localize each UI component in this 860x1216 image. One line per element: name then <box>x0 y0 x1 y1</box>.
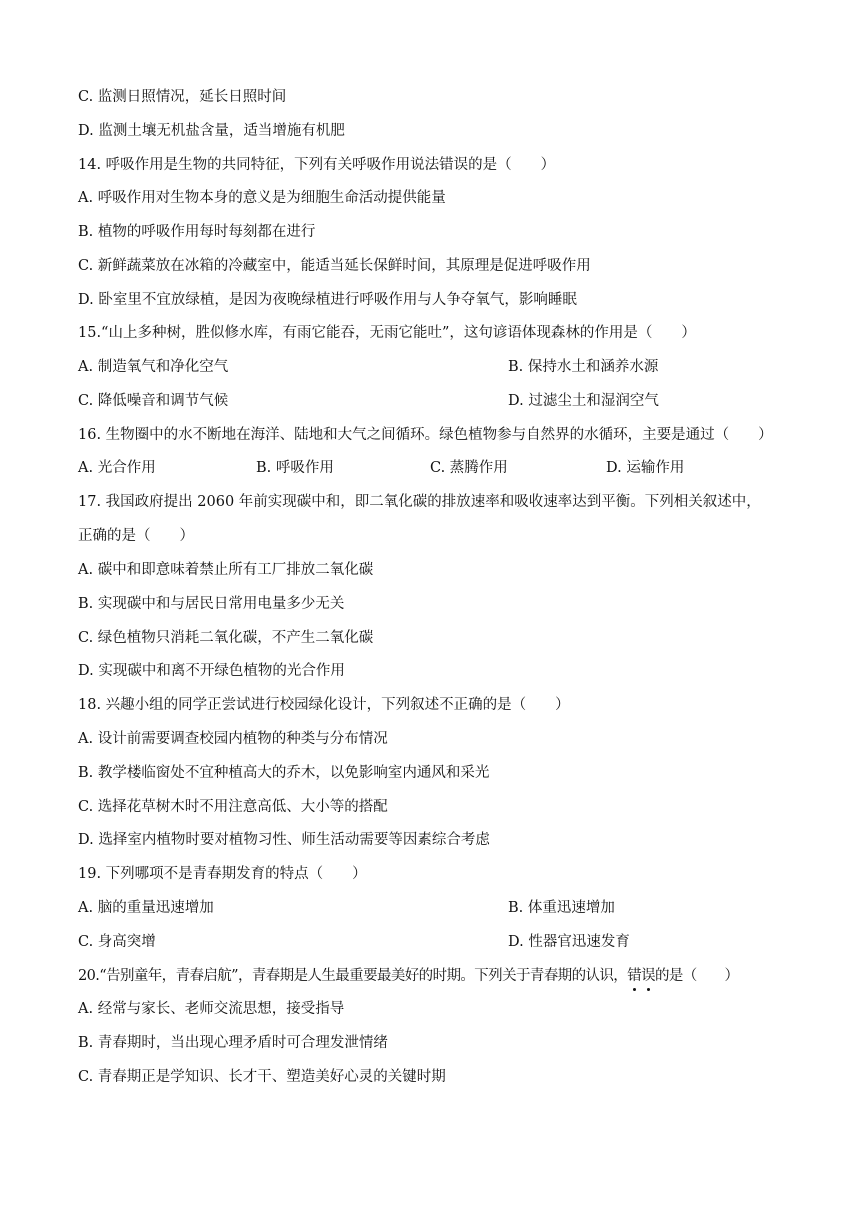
q19-options-row2 <box>78 932 778 952</box>
q15-stem: 15.“山上多种树，胜似修水库，有雨它能吞，无雨它能吐”，这句谚语体现森林的作用是（ ） <box>78 325 696 341</box>
q18-stem: 18. 兴趣小组的同学正尝试进行校园绿化设计，下列叙述不正确的是（ ） <box>78 697 570 713</box>
q17-option-d: D. 实现碳中和离不开绿色植物的光合作用 <box>78 663 345 679</box>
q14-option-a: A. 呼吸作用对生物本身的意义是为细胞生命活动提供能量 <box>78 190 446 206</box>
q17-stem-line2: 正确的是（ ） <box>78 528 194 544</box>
q13-option-c: C. 监测日照情况，延长日照时间 <box>78 89 287 105</box>
q20-emphasis-char-2: 误 <box>641 968 655 984</box>
q16-options-row <box>78 458 778 478</box>
q17-option-c: C. 绿色植物只消耗二氧化碳，不产生二氧化碳 <box>78 630 374 646</box>
q18-option-b: B. 教学楼临窗处不宜种植高大的乔木，以免影响室内通风和采光 <box>78 765 490 781</box>
q15-options-row1 <box>78 357 778 377</box>
q20-stem-pre: 20.“告别童年，青春启航”，青春期是人生最重要最美好的时期。下列关于青春期的认识， <box>78 968 628 984</box>
q19-options-row1 <box>78 898 778 918</box>
q18-option-d: D. 选择室内植物时要对植物习性、师生活动需要等因素综合考虑 <box>78 832 490 848</box>
q19-option-a: A. 脑的重量迅速增加 <box>78 900 214 916</box>
q20-option-b: B. 青春期时，当出现心理矛盾时可合理发泄情绪 <box>78 1035 388 1051</box>
q16-option-c: C. 蒸腾作用 <box>430 460 508 476</box>
q20-emphasis-char-1: 错 <box>627 968 642 984</box>
q20-option-c: C. 青春期正是学知识、长才干、塑造美好心灵的关键时期 <box>78 1069 446 1085</box>
q19-stem: 19. 下列哪项不是青春期发育的特点（ ） <box>78 866 367 882</box>
q14-stem: 14. 呼吸作用是生物的共同特征，下列有关呼吸作用说法错误的是（ ） <box>78 157 556 173</box>
q14-option-c: C. 新鲜蔬菜放在冰箱的冷藏室中，能适当延长保鲜时间，其原理是促进呼吸作用 <box>78 258 591 274</box>
q18-option-a: A. 设计前需要调查校园内植物的种类与分布情况 <box>78 731 388 747</box>
q19-option-d: D. 性器官迅速发育 <box>508 934 630 950</box>
q16-stem: 16. 生物圈中的水不断地在海洋、陆地和大气之间循环。绿色植物参与自然界的水循环，主要是通过（ ） <box>78 427 773 443</box>
q17-stem-line1: 17. 我国政府提出 2060 年前实现碳中和，即二氧化碳的排放速率和吸收速率达到平衡。下列相关叙述中， <box>78 494 761 510</box>
q15-options-row2 <box>78 391 778 411</box>
q20-stem <box>78 966 738 986</box>
q16-option-d: D. 运输作用 <box>606 460 685 476</box>
q14-option-b: B. 植物的呼吸作用每时每刻都在进行 <box>78 224 316 240</box>
q20-stem-post: 的是（ ） <box>655 968 739 984</box>
q16-option-a: A. 光合作用 <box>78 460 156 476</box>
q15-option-c: C. 降低噪音和调节气候 <box>78 393 229 409</box>
q18-option-c: C. 选择花草树木时不用注意高低、大小等的搭配 <box>78 799 388 815</box>
q15-option-d: D. 过滤尘土和湿润空气 <box>508 393 659 409</box>
q15-option-a: A. 制造氧气和净化空气 <box>78 359 229 375</box>
q16-option-b: B. 呼吸作用 <box>256 460 334 476</box>
q17-option-a: A. 碳中和即意味着禁止所有工厂排放二氧化碳 <box>78 562 374 578</box>
q14-option-d: D. 卧室里不宜放绿植，是因为夜晚绿植进行呼吸作用与人争夺氧气，影响睡眠 <box>78 292 577 308</box>
q13-option-d: D. 监测土壤无机盐含量，适当增施有机肥 <box>78 123 345 139</box>
q20-option-a: A. 经常与家长、老师交流思想，接受指导 <box>78 1001 345 1017</box>
q17-option-b: B. 实现碳中和与居民日常用电量多少无关 <box>78 596 345 612</box>
q19-option-b: B. 体重迅速增加 <box>508 900 615 916</box>
q15-option-b: B. 保持水土和涵养水源 <box>508 359 659 375</box>
q19-option-c: C. 身高突增 <box>78 934 156 950</box>
